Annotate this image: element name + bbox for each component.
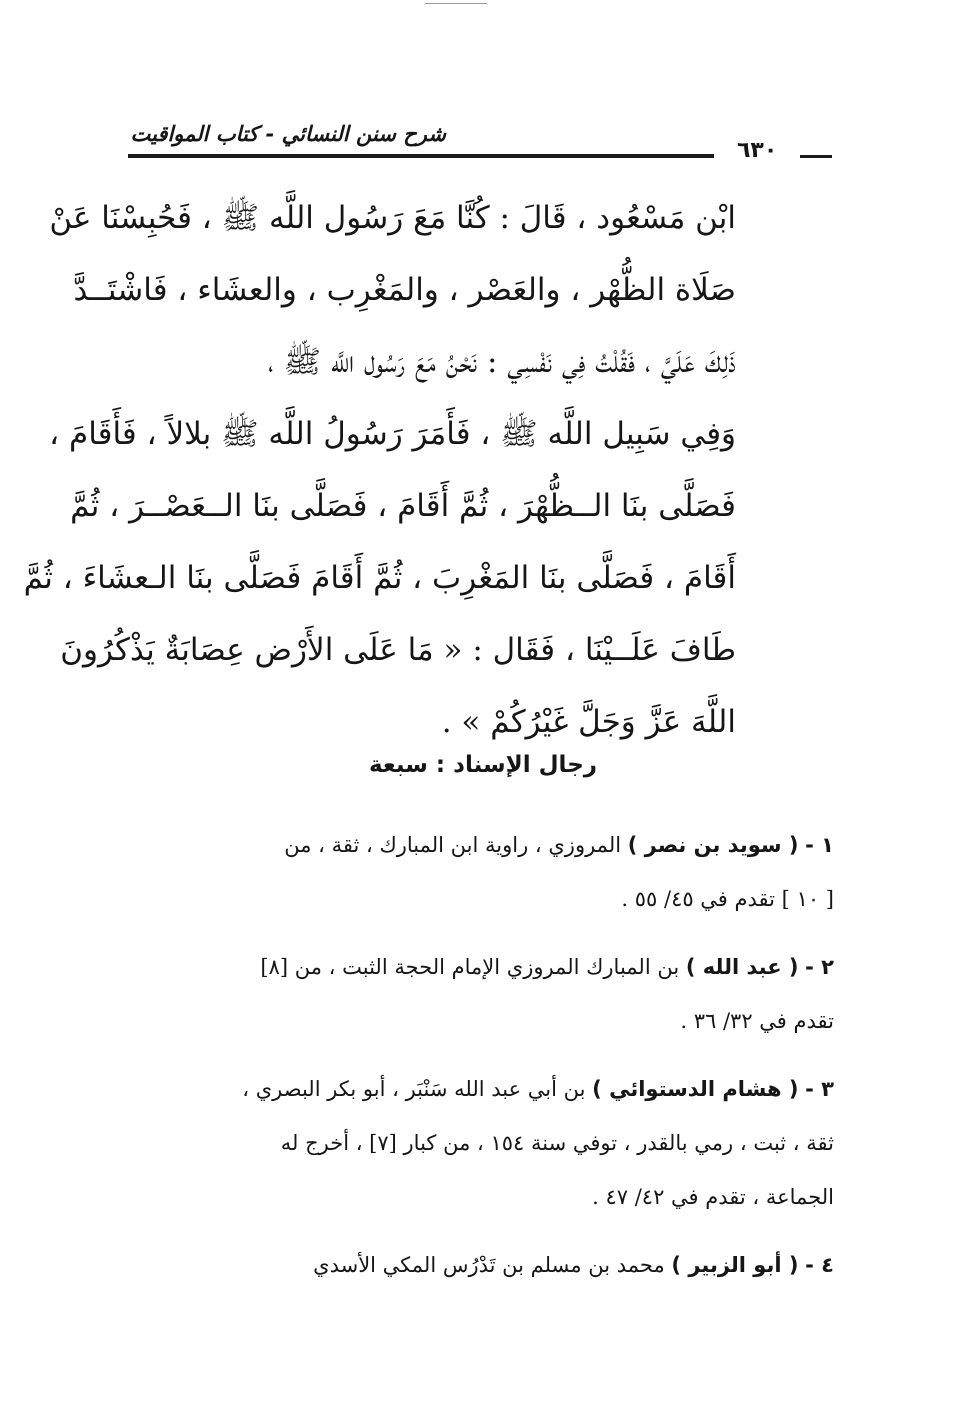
narrator-text: المروزي ، راوية ابن المبارك ، ثقة ، من bbox=[284, 833, 622, 857]
narrator-line: تقدم في ٣٢/ ٣٦ . bbox=[680, 1009, 834, 1033]
section-heading: رجال الإسناد : سبعة bbox=[368, 752, 598, 778]
narrator-line: الجماعة ، تقدم في ٤٢/ ٤٧ . bbox=[592, 1185, 834, 1209]
hadith-line: اللَّهَ عَزَّ وَجَلَّ غَيْرُكُمْ » . bbox=[441, 704, 736, 740]
narrator-number: ٢ - bbox=[805, 955, 834, 979]
narrator-text: بن أبي عبد الله سَنْبَر ، أبو بكر البصري ، bbox=[242, 1077, 586, 1101]
narrator-text: بن المبارك المروزي الإمام الحجة الثبت ، من [٨] bbox=[260, 955, 680, 979]
page-number-dash bbox=[800, 155, 832, 158]
page-number: ٦٣٠ bbox=[737, 138, 778, 163]
narrator-line: [ ١٠ ] تقدم في ٤٥/ ٥٥ . bbox=[621, 887, 834, 911]
hadith-line: صَلَاة الظُّهْر ، والعَصْر ، والمَغْرِب ، والعشَاء ، فَاشْتَــدَّ bbox=[73, 272, 736, 308]
hadith-line: فَصَلَّى بنَا الــظُّهْرَ ، ثُمَّ أَقَامَ ، فَصَلَّى بنَا الــعَصْــرَ ، ثُمَّ bbox=[70, 488, 736, 524]
running-header-title: شرح سنن النسائي - كتاب المواقيت bbox=[130, 122, 446, 146]
narrator-number: ٤ - bbox=[805, 1253, 834, 1277]
narrator-name: ( سويد بن نصر ) bbox=[627, 833, 799, 857]
hadith-line: طَافَ عَلَــيْنَا ، فَقَال : « مَا عَلَى الأَرْض عِصَابَةٌ يَذْكُرُونَ bbox=[60, 632, 736, 668]
narrator-name: ( هشام الدستوائي ) bbox=[592, 1077, 799, 1101]
hadith-text bbox=[23, 182, 736, 758]
narrator-line: ثقة ، ثبت ، رمي بالقدر ، توفي سنة ١٥٤ ، من كبار [٧] ، أخرج له bbox=[280, 1131, 834, 1155]
narrator-line bbox=[128, 818, 834, 872]
narrator-list bbox=[128, 818, 834, 1306]
header-rule bbox=[128, 154, 714, 158]
narrator-entry bbox=[128, 1062, 834, 1224]
hadith-line: ذَلِكَ عَلَيَّ ، فَقُلْتُ فِي نَفْسِي : نَحْنُ مَعَ رَسُول اللَّه ﷺ ، bbox=[267, 344, 736, 380]
narrator-name: ( عبد الله ) bbox=[685, 955, 799, 979]
hadith-line: ابْن مَسْعُود ، قَالَ : كُنَّا مَعَ رَسُول اللَّه ﷺ ، فَحُبِسْنَا عَنْ bbox=[49, 200, 736, 236]
narrator-text: محمد بن مسلم بن تَدْرُس المكي الأسدي bbox=[313, 1253, 665, 1277]
narrator-entry bbox=[128, 1238, 834, 1292]
narrator-line bbox=[128, 1062, 834, 1116]
narrator-entry bbox=[128, 818, 834, 926]
narrator-line bbox=[128, 1238, 834, 1292]
narrator-name: ( أبو الزبير ) bbox=[671, 1253, 799, 1277]
hadith-line: وَفِي سَبِيل اللَّه ﷺ ، فَأَمَرَ رَسُولُ اللَّه ﷺ بلالاً ، فَأَقَامَ ، bbox=[49, 416, 736, 452]
top-scan-mark bbox=[425, 3, 487, 4]
hadith-line: أَقَامَ ، فَصَلَّى بنَا المَغْرِبَ ، ثُمَّ أَقَامَ فَصَلَّى بنَا الـعشَاءَ ، ثُمَّ bbox=[23, 560, 736, 596]
narrator-line bbox=[128, 940, 834, 994]
narrator-number: ١ - bbox=[805, 833, 834, 857]
narrator-entry bbox=[128, 940, 834, 1048]
narrator-number: ٣ - bbox=[805, 1077, 834, 1101]
